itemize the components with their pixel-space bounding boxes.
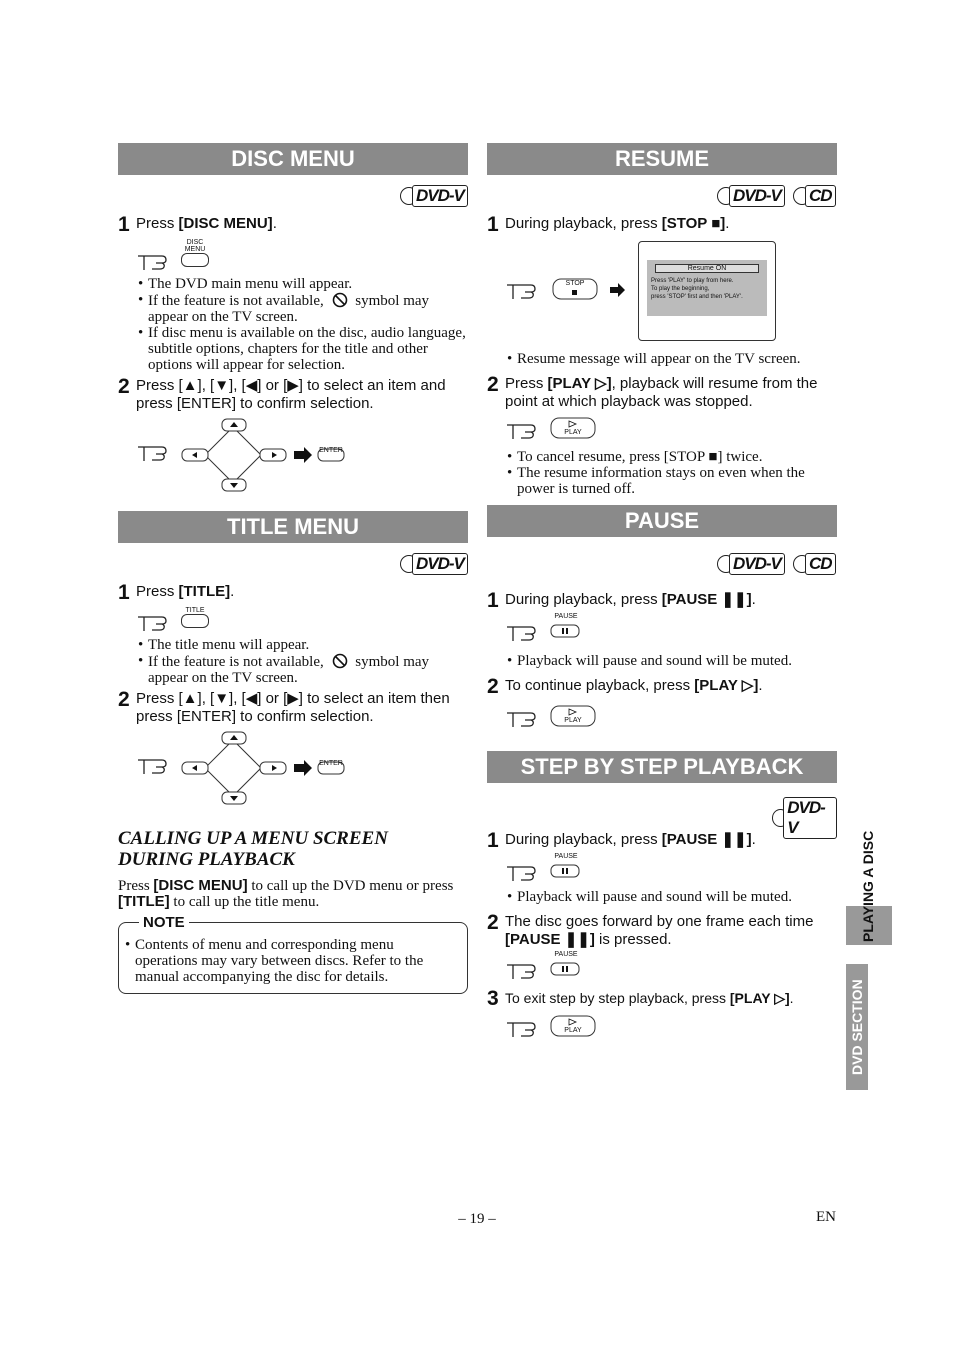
prohibited-icon [332,292,348,308]
title-menu-heading: TITLE MENU [118,511,468,543]
step-by-step-heading: STEP BY STEP PLAYBACK [487,751,837,783]
enter-button[interactable]: ENTER [319,760,343,767]
dvd-v-logo: DVD-V [717,553,785,575]
resume-step-1: 1 During playback, press [STOP ■]. [487,213,730,236]
cd-logo: CD [793,553,836,575]
pause-button[interactable] [551,963,579,975]
step-step-2: 2 The disc goes forward by one frame each time [PAUSE ❚❚] is pressed. [487,911,814,948]
step-step-3: 3 To exit step by step playback, press [PLAY ▷]. [487,987,794,1010]
prohibited-icon [332,653,348,669]
calling-heading: CALLING UP A MENU SCREEN DURING PLAYBACK [118,828,388,870]
title-menu-cursor-diagram [118,730,468,808]
disc-menu-heading: DISC MENU [118,143,468,175]
hand-pointer-icon [136,246,174,272]
pause-step-1: 1 During playback, press [PAUSE ❚❚]. [487,589,756,612]
disc-menu-button[interactable] [181,253,209,267]
dvd-v-logo: DVD-V [772,797,837,839]
play-button[interactable]: PLAY [564,429,582,436]
pause-button-diagram [505,951,605,983]
resume-diagram [487,241,837,351]
pause-step-2: 2 To continue playback, press [PLAY ▷]. [487,675,763,698]
tv-screen: Resume ON Press 'PLAY' to play from here. To play the beginning, press 'STOP' first and then 'PLAY'. [638,241,776,341]
cursor-keys-icon [136,730,376,808]
dvd-v-logo: DVD-V [400,553,468,575]
resume-note-1: • Resume message will appear on the TV screen. [487,351,837,367]
pause-button[interactable] [551,865,579,877]
pause-button-diagram [505,613,605,647]
title-menu-step-2: 2 Press [▲], [▼], [◀] or [▶] to select an item then press [ENTER] to confirm selection. [118,688,450,725]
resume-step-2: 2 Press [PLAY ▷], playback will resume from the point at which playback was stopped. [487,373,818,410]
play-button[interactable]: PLAY [564,717,582,724]
disc-menu-step-1: 1 Press [DISC MENU]. [118,213,277,236]
disc-menu-notes: • The DVD main menu will appear. • If the feature is not available, symbol may appear on the TV screen. • If disc menu is available on the disc, audio language, subtitle options, chapters for the title and other options will appear for selection. [118,276,468,373]
cursor-keys-icon [136,417,376,495]
title-button[interactable] [181,614,209,628]
resume-notes-2: • To cancel resume, press [STOP ■] twice. • The resume information stays on even when the power is turned off. [487,449,837,497]
note-box: NOTE • Contents of menu and corresponding menu operations may vary between discs. Refer to the manual accompanying the disc for details. [118,922,468,994]
dvd-section-tab: DVD SECTION [846,964,868,1090]
pause-button[interactable] [551,625,579,637]
resume-on-box: Resume ON [655,264,759,273]
disc-menu-cursor-diagram [118,417,468,495]
title-menu-step-1: 1 Press [TITLE]. [118,581,235,604]
play-button[interactable]: PLAY [564,1027,582,1034]
dvd-v-logo: DVD-V [400,185,468,207]
page-number: – 19 – [458,1211,496,1227]
enter-button[interactable]: ENTER [319,447,343,454]
left-column: DISC MENU DVD-V 1 Press [DISC MENU]. DISC MENU • The DVD main menu will appear. • If the feature is not available, symbol may appear on the TV screen. • If disc menu is available on the disc, audio language, subtitle options, chapters for the title and other options will appear for selection. 2 Press [▲], [▼], [◀] or [▶] to select an item and press [ENTER] to confirm selection. ENTER TITLE MENU DVD-V 1 Press [TITLE]. TITLE • The title menu will appear. • If the feature is not available, symbol may appear on the TV screen. 2 Press [▲], [▼], [◀] or [▶] to select an item then press [ENTER] to confirm selection. ENTER CALLING UP A MENU SCREEN DURING PLAYBACK Press [DISC MENU] to call up the DVD menu or press [TITLE] to call up the title menu. NOTE • Contents of menu and corresponding menu operations may vary between discs. Refer to the manual accompanying the disc for details. [118,143,468,994]
calling-paragraph: Press [DISC MENU] to call up the DVD menu or press [TITLE] to call up the title menu. [118,877,454,910]
right-column: RESUME DVD-V CD 1 During playback, press [STOP ■]. STOP Resume ON Press 'PLAY' to play from here. To play the beginning, press 'STOP' first and then 'PLAY'. • Resume message will appear on the TV screen. 2 Press [PLAY ▷], playback will resume from the point at which playback was stopped. PLAY • To cancel resume, press [STOP ■] twice. • The resume information stays on even when the power is turned off. PAUSE DVD-V CD 1 During playback, press [PAUSE ❚❚]. PAUSE • Playback will pause and sound will be muted. 2 To continue playback, press [PLAY ▷]. PLAY STEP BY STEP PLAYBACK DVD-V 1 During playback, press [PAUSE ❚❚]. PAUSE • Playback will pause and sound will be muted. 2 The disc goes forward by one frame each time [PAUSE ❚❚] is pressed. PAUSE 3 To exit step by step playback, press [PLAY ▷]. PLAY [487,143,837,1043]
step-note: • Playback will pause and sound will be muted. [487,889,837,905]
resume-heading: RESUME [487,143,837,175]
cd-logo: CD [793,185,836,207]
playing-a-disc-tab: PLAYING A DISC [846,800,892,945]
pause-heading: PAUSE [487,505,837,537]
hand-pointer-icon [136,607,174,633]
language-code: EN [816,1209,836,1225]
pause-button-diagram [505,853,605,885]
pause-note: • Playback will pause and sound will be muted. [487,653,837,669]
title-menu-notes: • The title menu will appear. • If the feature is not available, symbol may appear on the TV screen. [118,637,468,686]
dvd-v-logo: DVD-V [717,185,785,207]
stop-button[interactable]: STOP [565,280,585,287]
disc-menu-step-2: 2 Press [▲], [▼], [◀] or [▶] to select an item and press [ENTER] to confirm selection. [118,375,446,412]
step-step-1: 1 During playback, press [PAUSE ❚❚]. [487,829,756,852]
